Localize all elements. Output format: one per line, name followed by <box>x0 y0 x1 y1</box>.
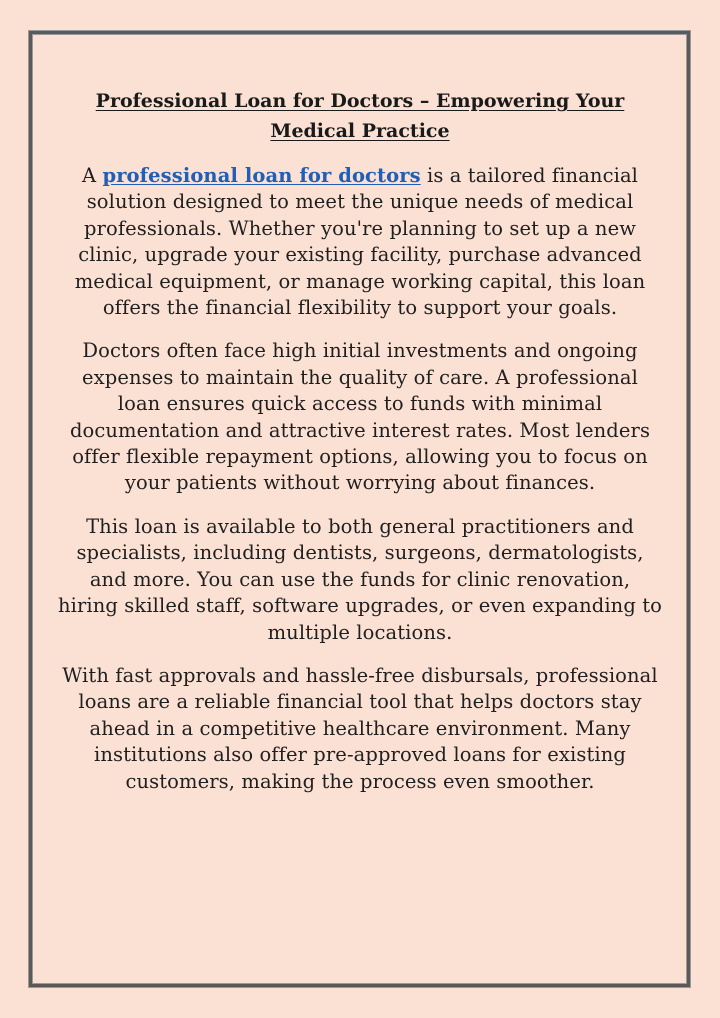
paragraph-eligibility: This loan is available to both general practitioners and specialists, including dentists, surgeons, dermatologists, and more. You can use the funds for clinic renovation, hiring skilled staff, software upgrades, or even expanding to multiple locations. <box>58 514 662 644</box>
paragraph-intro <box>58 163 662 321</box>
professional-loan-link[interactable]: professional loan for doctors <box>102 164 421 187</box>
paragraph-intro-rest: is a tailored financial solution designed to meet the unique needs of medical professionals. Whether you're planning to set up a new clinic, upgrade your existing facility, purchase advanced medical equipment, or manage working capital, this loan offers the financial flexibility to support your goals. <box>74 164 646 320</box>
paragraph-approvals: With fast approvals and hassle-free disbursals, professional loans are a reliable financial tool that helps doctors stay ahead in a competitive healthcare environment. Many institutions also offer pre-approved loans for existing customers, making the process even smoother. <box>62 663 658 793</box>
paragraph-intro-lead: A <box>81 164 103 187</box>
document-body <box>58 86 662 812</box>
document-title: Professional Loan for Doctors – Empowering Your Medical Practice <box>95 90 625 142</box>
paragraph-investments: Doctors often face high initial investments and ongoing expenses to maintain the quality of care. A professional loan ensures quick access to funds with minimal documentation and attractive interest rates. Most lenders offer flexible repayment options, allowing you to focus on your patients without worrying about finances. <box>69 339 651 495</box>
